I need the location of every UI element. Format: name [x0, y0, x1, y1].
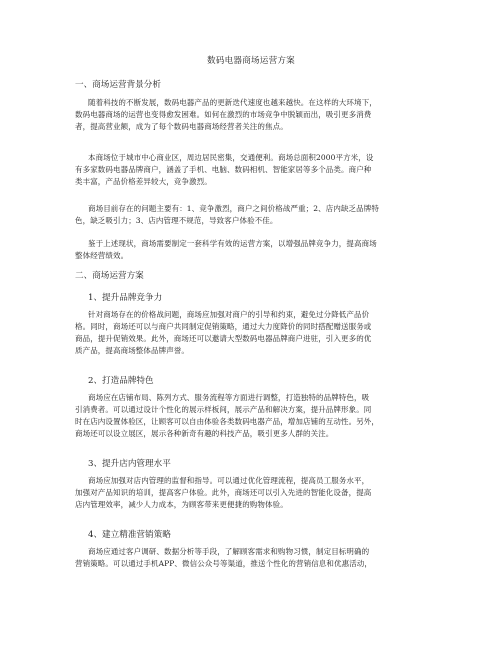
paragraph-mall-location: [75, 152, 431, 188]
section-heading-plan: 二、商场运营方案: [75, 271, 144, 281]
text-line: 整体经营绩效。: [75, 251, 129, 261]
subsection-heading-brand-competitiveness: 1、提升品牌竞争力: [88, 293, 163, 303]
text-line: 加强对产品知识的培训，提高客户体验。此外，商场还可以引入先进的智能化设备，提高: [75, 488, 372, 498]
text-line: 色，缺乏吸引力；3、店内管理不规范，导致客户体验不佳。: [75, 216, 278, 226]
text-line: 商场还可以设立展区，展示各种新奇有趣的科技产品，吸引更多人群的关注。: [75, 429, 334, 439]
paragraph-brand-competitiveness: [75, 309, 431, 357]
paragraph-precision-marketing: [75, 546, 431, 570]
paragraph-conclusion: [75, 238, 431, 262]
paragraph-brand-features: [75, 392, 431, 440]
text-line: 营销策略。可以通过手机APP、微信公众号等渠道，推送个性化的营销信息和优惠活动，: [75, 559, 373, 569]
document-title: 数码电器商场运营方案: [207, 56, 295, 66]
text-line: 鉴于上述现状，商场需要制定一套科学有效的运营方案，以增强品牌竞争力，提高商场: [88, 239, 377, 248]
text-line: 随着科技的不断发展，数码电器产品的更新迭代速度也越来越快。在这样的大环境下，: [88, 98, 377, 107]
paragraph-store-management: [75, 475, 431, 511]
text-line: 商场应在店铺布局、陈列方式、服务流程等方面进行调整，打造独特的品牌特色，吸: [88, 393, 370, 402]
text-line: 本商场位于城市中心商业区，周边居民密集，交通便利。商场总面积2000平方米，设: [88, 153, 374, 162]
text-line: 有多家数码电器品牌商户，涵盖了手机、电脑、数码相机、智能家居等多个品类。商户种: [75, 165, 372, 175]
paragraph-background-intro: [75, 97, 431, 133]
text-line: 商场应通过客户调研、数据分析等手段，了解顾客需求和购物习惯，制定目标明确的: [88, 547, 370, 556]
text-line: 类丰富，产品价格差异较大，竞争激烈。: [75, 177, 212, 187]
text-line: 商场应加强对店内管理的监督和指导。可以通过优化管理流程，提高员工服务水平，: [88, 476, 370, 485]
text-line: 时在店内设置体验区，让顾客可以自由体验各类数码电器产品，增加店铺的互动性。另外，: [75, 417, 379, 427]
subsection-heading-brand-features: 2、打造品牌特色: [88, 376, 154, 386]
text-line: 商品，提升促销效果。此外，商场还可以邀请大型数码电器品牌商户进驻，引入更多的优: [75, 334, 372, 344]
text-line: 针对商场存在的价格战问题，商场应加强对商户的引导和约束，避免过分降低产品价: [88, 310, 370, 319]
text-line: 者，提高营业额，成为了每个数码电器商场经营者关注的焦点。: [75, 122, 288, 132]
paragraph-mall-problems: [75, 203, 431, 227]
section-heading-background: 一、商场运营背景分析: [75, 80, 161, 90]
text-line: 数码电器商场的运营也变得愈发困难。如何在激烈的市场竞争中脱颖而出，吸引更多消费: [75, 110, 372, 120]
text-line: 质产品，提高商场整体品牌声誉。: [75, 346, 189, 356]
subsection-heading-precision-marketing: 4、建立精准营销策略: [88, 530, 171, 540]
text-line: 商场目前存在的问题主要有：1、竞争激烈，商户之间价格战严重；2、店内缺乏品牌特: [88, 204, 379, 213]
subsection-heading-store-management: 3、提升店内管理水平: [88, 459, 171, 469]
text-line: 店内管理效率，减少人力成本，为顾客带来更便捷的购物体验。: [75, 500, 288, 510]
text-line: 引消费者。可以通过设计个性化的展示样板间，展示产品和解决方案，提升品牌形象。同: [75, 405, 372, 415]
text-line: 格。同时，商场还可以与商户共同制定促销策略，通过大力度降价的同时搭配赠送服务或: [75, 322, 372, 332]
